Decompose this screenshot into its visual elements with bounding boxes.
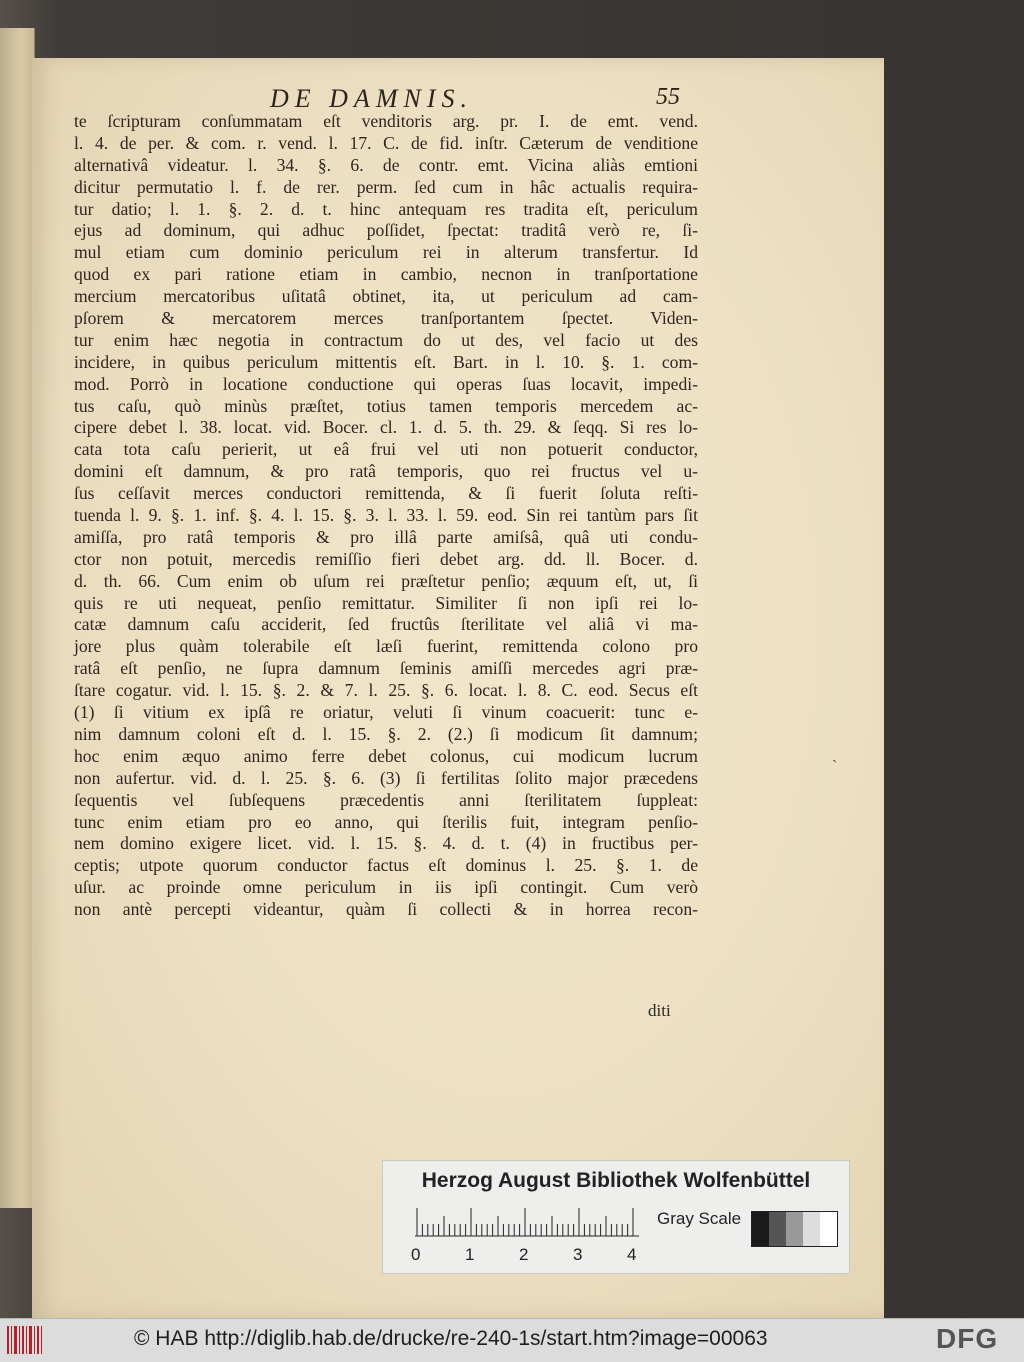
- text-line: ejus ad dominum, qui adhuc poſſidet, ſpectat: traditâ verò re, ſi-: [74, 220, 698, 241]
- text-line: l. 4. de per. & com. r. vend. l. 17. C. de fid. inſtr. Cæterum de venditione: [74, 132, 698, 153]
- grayscale-swatch: [769, 1212, 786, 1246]
- grayscale-swatch: [803, 1212, 820, 1246]
- running-head: DE DAMNIS.: [270, 84, 473, 113]
- page-number: 55: [656, 84, 680, 110]
- text-line: te ſcripturam conſummatam eſt venditoris arg. pr. I. de emt. vend.: [74, 111, 698, 131]
- dfg-logo: DFG: [936, 1323, 999, 1354]
- text-line: cipere debet l. 38. locat. vid. Bocer. cl. 1. d. 5. th. 29. & ſeqq. Si res lo-: [74, 417, 698, 438]
- text-line: hoc enim æquo animo ferre debet colonus, cui modicum lucrum: [74, 745, 698, 766]
- text-line: tunc enim etiam pro eo anno, qui ſterilis fuit, integram penſio-: [74, 811, 698, 832]
- margin-mark: ˋ: [832, 758, 838, 775]
- text-line: nem domino exigere licet. vid. l. 15. §. 4. d. t. (4) in fructibus per-: [74, 833, 698, 854]
- grayscale-label: Gray Scale: [657, 1209, 742, 1228]
- text-line: ſtare cogatur. vid. l. 15. §. 2. & 7. l. 25. §. 6. locat. l. 8. C. eod. Secus eſt: [74, 680, 698, 701]
- catchword: diti: [648, 1001, 671, 1020]
- text-line: ſus ceſſavit merces conductori remittenda, & ſi fuerit ſoluta reſti-: [74, 483, 698, 504]
- text-line: ratâ eſt penſio, ne ſupra damnum ſeminis amiſſi mercedes agri præ-: [74, 658, 698, 679]
- ruler-label-2: 2: [519, 1245, 529, 1264]
- grayscale-swatch: [820, 1212, 837, 1246]
- ruler-label-0: 0: [411, 1245, 421, 1264]
- text-line: d. th. 66. Cum enim ob uſum rei præſtetur penſio; æquum eſt, ut, ſi: [74, 570, 698, 591]
- text-line: mul etiam cum dominio periculum rei in alterum transfertur. Id: [74, 242, 698, 263]
- grayscale-swatch: [752, 1212, 769, 1246]
- text-line: incidere, in quibus periculum mittentis eſt. Bart. in l. 10. §. 1. com-: [74, 351, 698, 372]
- text-line: ſequentis vel ſubſequens præcedentis anni ſterilitatem ſuppleat:: [74, 789, 698, 810]
- text-line: cata tota caſu perierit, ut eâ frui vel uti non potuerit conductor,: [74, 439, 698, 460]
- text-line: tus caſu, quò minùs præſtet, totius tamen temporis mercedem ac-: [74, 395, 698, 416]
- text-line: (1) ſi vitium ex ipſâ re oriatur, veluti ſi vinum coacuerit: tunc e-: [74, 702, 698, 723]
- text-line: quis re uti nequeat, penſio remittatur. Similiter ſi non ipſi rei lo-: [74, 592, 698, 613]
- text-line: alternativâ videatur. l. 34. §. 6. de contr. emt. Vicina aliàs emtioni: [74, 154, 698, 175]
- facing-page-edge: [0, 28, 35, 1208]
- text-line: domini eſt damnum, & pro ratâ temporis, quo rei fructus vel u-: [74, 461, 698, 482]
- text-line: ceptis; utpote quorum conductor factus eſt dominus l. 25. §. 1. de: [74, 855, 698, 876]
- barcode-logo-icon: [6, 1324, 44, 1356]
- ruler-label-1: 1: [465, 1245, 475, 1264]
- footer-bar: [0, 1318, 1024, 1362]
- text-line: pſorem & mercatorem merces tranſportantem ſpectet. Viden-: [74, 308, 698, 329]
- text-line: non antè percepti videantur, quàm ſi collecti & in horrea recon-: [74, 899, 698, 920]
- grayscale-swatches: [751, 1211, 838, 1247]
- text-line: non aufertur. vid. d. l. 25. §. 6. (3) ſi fertilitas ſolito major præcedens: [74, 767, 698, 788]
- text-line: mod. Porrò in locatione conductione qui operas ſuas locavit, impedi-: [74, 373, 698, 394]
- ruler-label-4: 4: [627, 1245, 637, 1264]
- text-line: tuenda l. 9. §. 1. inf. §. 4. l. 15. §. 3. l. 33. l. 59. eod. Sin rei tantùm pars ſit: [74, 505, 698, 526]
- text-line: ctor non potuit, mercedis remiſſio fieri debet arg. dd. ll. Bocer. d.: [74, 548, 698, 569]
- text-line: uſur. ac proinde omne periculum in iis ipſi contingit. Cum verò: [74, 877, 698, 898]
- grayscale-swatch: [786, 1212, 803, 1246]
- text-line: tur datio; l. 1. §. 2. d. t. hinc antequam res tradita eſt, periculum: [74, 198, 698, 219]
- text-line: tur enim hæc negotia in contractum do ut des, vel facio ut des: [74, 329, 698, 350]
- text-line: dicitur permutatio l. f. de rer. perm. ſed cum in hâc actualis requira-: [74, 176, 698, 197]
- ruler-label-3: 3: [573, 1245, 583, 1264]
- color-scale-card: [382, 1160, 850, 1274]
- text-line: quod ex pari ratione etiam in cambio, necnon in tranſportatione: [74, 264, 698, 285]
- text-line: nim damnum coloni eſt d. l. 15. §. 2. (2.) ſi modicum ſit damnum;: [74, 723, 698, 744]
- ruler: [415, 1207, 639, 1237]
- text-line: catæ damnum caſu acciderit, ſed fructûs ſterilitate vel aliâ vi ma-: [74, 614, 698, 635]
- text-line: jore plus quàm tolerabile eſt læſi fuerint, remittenda colono pro: [74, 636, 698, 657]
- library-name: Herzog August Bibliothek Wolfenbüttel: [421, 1169, 811, 1192]
- text-line: amiſſa, pro ratâ temporis & pro illâ parte amiſsâ, quâ uti condu-: [74, 526, 698, 547]
- text-line: mercium mercatoribus uſitatâ obtinet, ita, ut periculum ad cam-: [74, 286, 698, 307]
- source-link[interactable]: © HAB http://diglib.hab.de/drucke/re-240-1s/start.htm?image=00063: [134, 1327, 768, 1350]
- body-text: [74, 110, 698, 920]
